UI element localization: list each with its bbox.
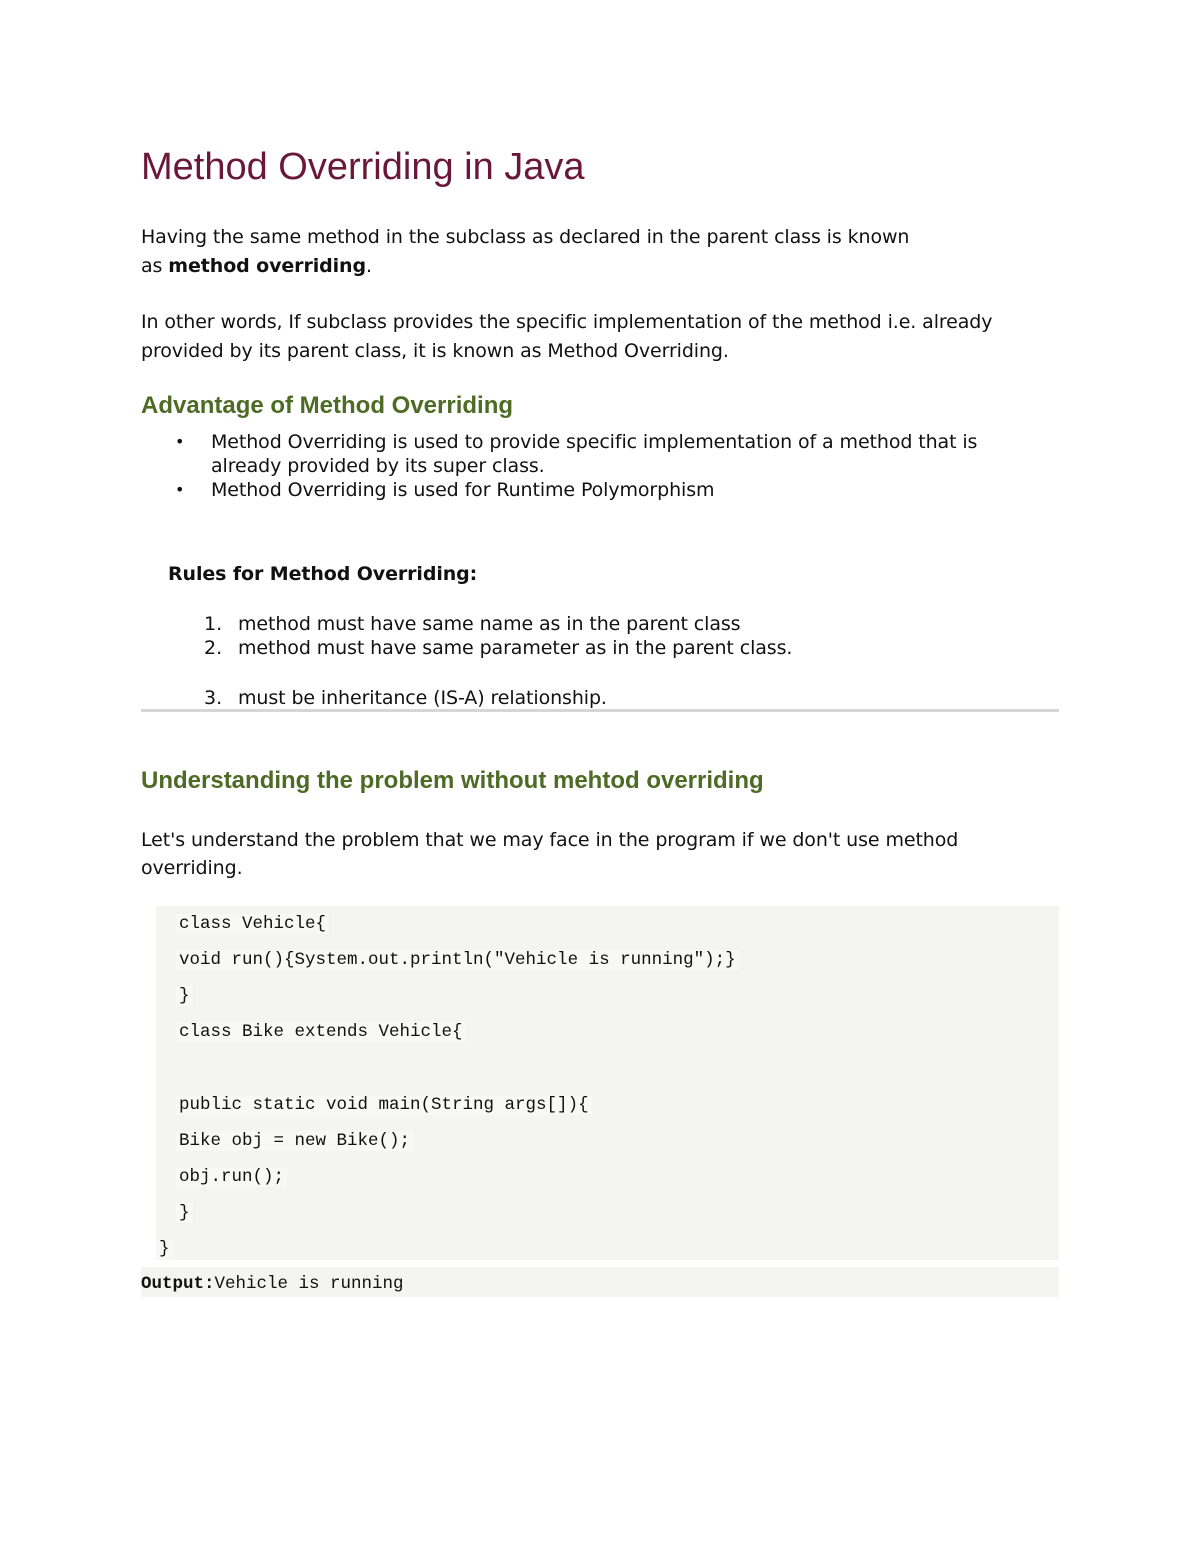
output-value: Vehicle is running — [214, 1274, 404, 1294]
rules-heading: Rules for Method Overriding: — [168, 563, 478, 585]
other-words-line-2: provided by its parent class, it is known as Method Overriding. — [141, 340, 729, 362]
horizontal-rule — [141, 709, 1059, 712]
intro-bold-term: method overriding — [168, 255, 366, 277]
other-words-line-1: In other words, If subclass provides the specific implementation of the method i.e. already — [141, 311, 993, 333]
code-line: obj.run(); — [176, 1167, 287, 1187]
code-line: public static void main(String args[]){ — [176, 1095, 592, 1115]
rule-1-marker: 1. — [204, 613, 223, 635]
code-line: } — [176, 986, 193, 1006]
code-line: } — [156, 1239, 173, 1259]
output-line — [141, 1274, 404, 1294]
intro-suffix: . — [365, 255, 372, 277]
rule-3-text: must be inheritance (IS-A) relationship. — [238, 687, 607, 709]
advantage-item-1-line-2: already provided by its super class. — [211, 455, 545, 477]
rule-2-marker: 2. — [204, 637, 223, 659]
problem-line-2: overriding. — [141, 857, 243, 879]
output-label: Output: — [141, 1274, 215, 1294]
rule-1-text: method must have same name as in the parent class — [238, 613, 741, 635]
rule-2-text: method must have same parameter as in the parent class. — [238, 637, 793, 659]
bullet-dot: • — [175, 480, 185, 499]
intro-line-1: Having the same method in the subclass as declared in the parent class is known — [141, 226, 910, 248]
code-line: void run(){System.out.println("Vehicle is running");} — [176, 950, 739, 970]
code-line: class Vehicle{ — [176, 914, 329, 934]
advantage-item-2: Method Overriding is used for Runtime Polymorphism — [211, 479, 715, 501]
problem-line-1: Let's understand the problem that we may face in the program if we don't use method — [141, 829, 959, 851]
bullet-dot: • — [175, 432, 185, 451]
intro-prefix: as — [141, 255, 169, 277]
page-title: Method Overriding in Java — [141, 146, 585, 188]
advantage-item-1-line-1: Method Overriding is used to provide specific implementation of a method that is — [211, 431, 978, 453]
intro-line-2 — [141, 255, 372, 277]
advantage-heading: Advantage of Method Overriding — [141, 392, 514, 419]
code-line: class Bike extends Vehicle{ — [176, 1022, 466, 1042]
rule-3-marker: 3. — [204, 687, 223, 709]
problem-heading: Understanding the problem without mehtod overriding — [141, 767, 764, 794]
code-line: } — [176, 1203, 193, 1223]
code-line: Bike obj = new Bike(); — [176, 1131, 413, 1151]
